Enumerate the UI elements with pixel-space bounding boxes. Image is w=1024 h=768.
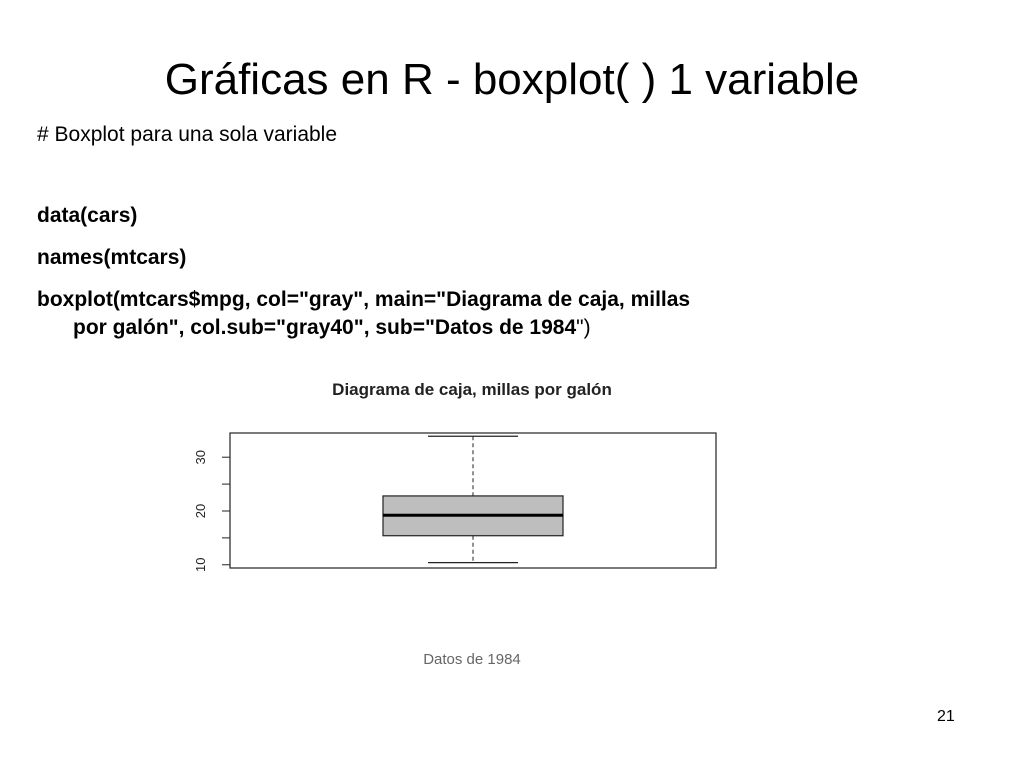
y-tick-label: 30 (193, 449, 208, 465)
code-line-data: data(cars) (37, 204, 138, 227)
code-line-boxplot-part1: boxplot(mtcars$mpg, col="gray", main="Diagrama de caja, millas (37, 288, 691, 311)
slide-title: Gráficas en R - boxplot( ) 1 variable (164, 55, 860, 104)
code-comment: # Boxplot para una sola variable (37, 123, 338, 146)
code-line-boxplot-part3: ") (576, 316, 591, 339)
chart-title: Diagrama de caja, millas por galón (332, 380, 612, 399)
chart-subtitle: Datos de 1984 (423, 651, 521, 668)
page-number: 21 (937, 708, 955, 725)
code-line-boxplot-part2: por galón", col.sub="gray40", sub="Datos de 1984 (73, 316, 577, 339)
code-line-names: names(mtcars) (37, 246, 187, 269)
y-tick-label: 10 (193, 557, 208, 573)
y-tick-label: 20 (193, 503, 208, 519)
